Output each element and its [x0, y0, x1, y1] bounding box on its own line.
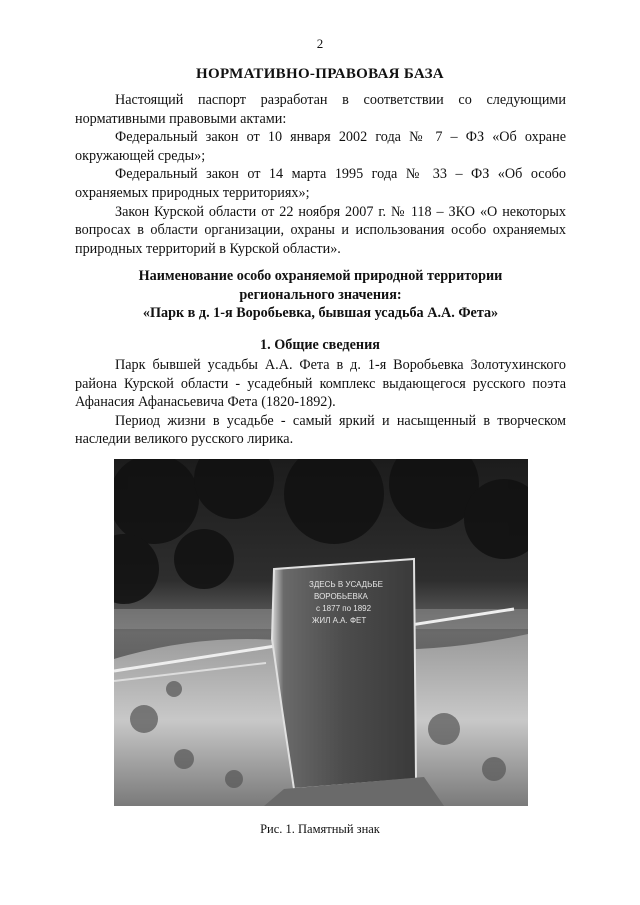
memorial-stone-photo: [114, 459, 528, 806]
territory-title-line: регионального значения:: [239, 286, 402, 303]
section-heading: 1. Общие сведения: [260, 337, 380, 353]
territory-title-line: Наименование особо охраняемой природной территории: [138, 268, 503, 284]
legal-basis-paragraph: Федеральный закон от 10 января 2002 года № 7 – ФЗ «Об охране окружающей среды»;: [75, 129, 566, 164]
stone-inscription-line: ЗДЕСЬ В УСАДЬБЕ: [309, 580, 383, 589]
document-heading: НОРМАТИВНО-ПРАВОВАЯ БАЗА: [196, 66, 444, 82]
legal-basis-paragraph: Федеральный закон от 14 марта 1995 года № 33 – ФЗ «Об особо охраняемых природных территориях»;: [75, 166, 566, 201]
general-info-block: [75, 356, 566, 449]
memorial-photo-drawing: [114, 459, 528, 806]
legal-basis-block: [75, 91, 566, 258]
legal-basis-paragraph: Закон Курской области от 22 ноября 2007 г. № 118 – ЗКО «О некоторых вопросах в области организации, охраны и использования особо охраняемых природных территорий в Курской области».: [75, 203, 566, 257]
stone-inscription-line: с 1877 по 1892: [316, 604, 372, 613]
general-info-paragraph: Период жизни в усадьбе - самый яркий и насыщенный в творческом наследии великого русского лирика.: [75, 412, 566, 448]
general-info-paragraph: Парк бывшей усадьбы А.А. Фета в д. 1-я Воробьевка Золотухинского района Курской области - усадебный комплекс выдающегося русского поэта Афанасия Афанасьевича Фета (1820-1892).: [75, 357, 566, 411]
stone-inscription-line: ЖИЛ А.А. ФЕТ: [312, 616, 367, 625]
territory-title-line: «Парк в д. 1-я Воробьевка, бывшая усадьба А.А. Фета»: [142, 305, 499, 322]
page-number: 2: [316, 36, 324, 51]
legal-basis-paragraph: Настоящий паспорт разработан в соответствии со следующими нормативными правовыми актами:: [75, 92, 566, 127]
stone-inscription-line: ВОРОБЬЕВКА: [314, 592, 368, 601]
figure-caption: Рис. 1. Памятный знак: [260, 822, 380, 836]
territory-title: [75, 267, 566, 323]
